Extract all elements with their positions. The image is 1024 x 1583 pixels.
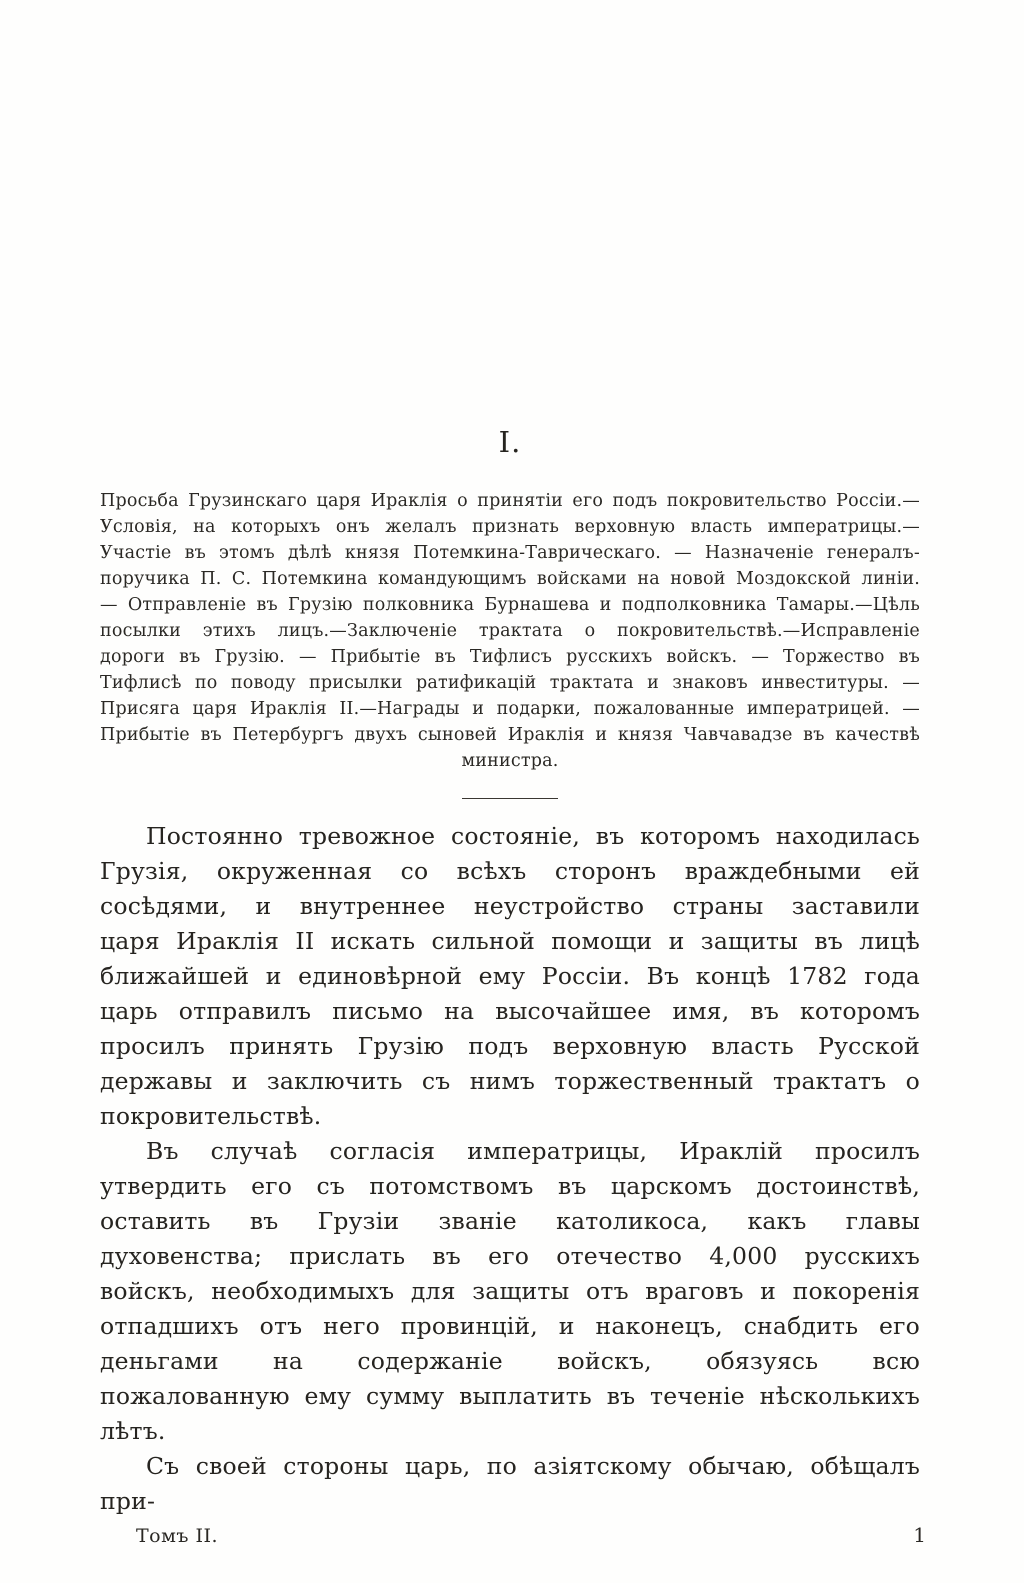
text-block xyxy=(100,0,926,1547)
paragraph-2: Въ случаѣ согласія императрицы, Ираклій просилъ утвердить его съ потомствомъ въ царскомъ достоинствѣ, оставить въ Грузіи званіе католикоса, какъ главы духовенства; прислать въ его отечество 4,000 русскихъ войскъ, необходимыхъ для защиты отъ враговъ и покоренія отпадшихъ отъ него провинцій, и наконецъ, снабдить его деньгами на содержаніе войскъ, обязуясь всю пожалованную ему сумму выплатить въ теченіе нѣсколькихъ лѣтъ. xyxy=(100,1137,920,1445)
section-divider xyxy=(462,798,558,799)
paragraph-1: Постоянно тревожное состояніе, въ которомъ находилась Грузія, окруженная со всѣхъ сторонъ враждебными ей сосѣдями, и внутреннее неустройство страны заставили царя Ираклія II искать сильной помощи и защиты въ лицѣ ближайшей и единовѣрной ему Россіи. Въ концѣ 1782 года царь отправилъ письмо на высочайшее имя, въ которомъ просилъ принять Грузію подъ верховную власть Русской державы и заключить съ нимъ торжественный трактатъ о покровительствѣ. xyxy=(100,822,920,1130)
page-number: 1 xyxy=(913,1523,926,1547)
body-text xyxy=(100,819,920,1519)
page-footer xyxy=(100,1523,926,1547)
volume-label: Томъ II. xyxy=(136,1525,219,1547)
chapter-summary: Просьба Грузинскаго царя Ираклія о принятіи его подъ покровительство Россіи.— Условія, на которыхъ онъ желалъ признать верховную власть императрицы.—Участіе въ этомъ дѣлѣ князя Потемкина-Таврическаго. — Назначеніе генералъ-поручика П. С. Потемкина командующимъ войсками на новой Моздокской линіи.— Отправленіе въ Грузію полковника Бурнашева и подполковника Тамары.—Цѣль посылки этихъ лицъ.—Заключеніе трактата о покровительствѣ.—Исправленіе дороги въ Грузію. — Прибытіе въ Тифлисъ русскихъ войскъ. — Торжество въ Тифлисѣ по поводу присылки ратификацій трактата и знаковъ инвеституры. — Присяга царя Ираклія II.—Награды и подарки, пожалованные императрицей. — Прибытіе въ Петербургъ двухъ сыновей Ираклія и князя Чавчавадзе въ качествѣ министра. xyxy=(100,491,920,771)
chapter-heading: I. xyxy=(498,425,522,459)
paragraph-3: Съ своей стороны царь, по азіятскому обычаю, обѣщалъ при- xyxy=(100,1452,920,1515)
